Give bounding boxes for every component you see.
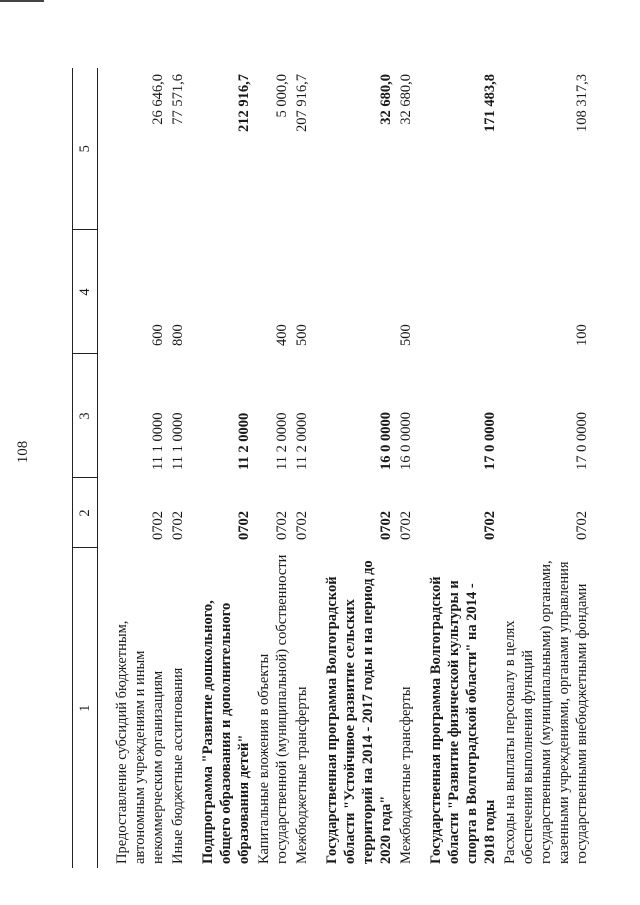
row-name: Государственная программа Волгоградской области "Развитие физической культуры и спорта в Волгоградской области" на 2014 - 2018 годы	[428, 576, 498, 864]
row-code: 0702	[170, 511, 186, 540]
row-name: Предоставление субсидий бюджетным, автономным учреждениям и иным некоммерческим организациям	[114, 620, 166, 864]
row-code: 0702	[294, 511, 310, 540]
row-amount: 32 680,0	[378, 74, 394, 125]
row-expense-type: 500	[294, 324, 310, 346]
row-name: Иные бюджетные ассигнования	[170, 667, 186, 864]
row-expense-type: 800	[170, 324, 186, 346]
row-amount: 5 000,0	[274, 74, 290, 118]
row-code: 0702	[398, 511, 414, 540]
row-expense-type: 400	[274, 324, 290, 346]
header-col-5: 5	[73, 68, 98, 230]
row-amount: 32 680,0	[398, 74, 414, 125]
row-target-code: 11 2 0000	[274, 412, 290, 470]
row-target-code: 16 0 0000	[398, 412, 414, 470]
row-name: Расходы на выплаты персоналу в целях обеспечения выполнения функций государственными (муниципальными) органами, казенными учреждениями, органами управления государственными внебюджетными фондами	[502, 560, 590, 864]
row-code: 0702	[150, 511, 166, 540]
row-expense-type	[322, 230, 396, 354]
table-row	[322, 68, 396, 868]
row-target-code: 11 1 0000	[170, 412, 186, 470]
row-code: 0702	[482, 511, 498, 540]
row-name: Подпрограмма "Развитие дошкольного, общего образования и дополнительного образования детей"	[200, 600, 252, 864]
header-row	[73, 68, 98, 868]
row-amount: 108 317,3	[574, 74, 590, 132]
header-col-3: 3	[73, 354, 98, 478]
table-row	[500, 68, 592, 868]
row-amount: 77 571,6	[170, 74, 186, 125]
row-target-code: 11 2 0000	[236, 412, 252, 470]
row-name: Межбюджетные трансферты	[398, 686, 414, 864]
row-target-code: 11 1 0000	[150, 412, 166, 470]
table-body	[98, 68, 593, 868]
row-name: Межбюджетные трансферты	[294, 686, 310, 864]
page-number: 108	[15, 440, 31, 464]
budget-table	[72, 68, 592, 868]
row-code: 0702	[274, 511, 290, 540]
budget-table-sheet	[72, 68, 590, 868]
table-row	[112, 68, 168, 868]
row-expense-type: 100	[574, 324, 590, 346]
row-code: 0702	[236, 511, 252, 540]
table-row	[292, 68, 312, 868]
header-col-4: 4	[73, 230, 98, 354]
row-target-code: 11 2 0000	[294, 412, 310, 470]
row-expense-type	[426, 230, 500, 354]
row-amount: 207 916,7	[294, 74, 310, 132]
header-col-2: 2	[73, 478, 98, 548]
row-target-code: 17 0 0000	[482, 412, 498, 470]
row-target-code: 17 0 0000	[574, 412, 590, 470]
row-expense-type: 500	[398, 324, 414, 346]
row-name: Капитальные вложения в объекты государственной (муниципальной) собственности	[256, 554, 290, 864]
table-row	[426, 68, 500, 868]
table-row	[396, 68, 416, 868]
row-name: Государственная программа Волгоградской области "Устойчивое развитие сельских территорий на 2014 - 2017 годы и на период до 2020 года"	[324, 560, 394, 864]
row-expense-type	[198, 230, 254, 354]
row-expense-type: 600	[150, 324, 166, 346]
row-code: 0702	[574, 511, 590, 540]
row-amount: 171 483,8	[482, 74, 498, 132]
row-amount: 212 916,7	[236, 74, 252, 132]
top-rule	[0, 0, 44, 2]
table-row	[168, 68, 188, 868]
table-row	[254, 68, 292, 868]
row-amount: 26 646,0	[150, 74, 166, 125]
row-code: 0702	[378, 511, 394, 540]
row-target-code: 16 0 0000	[378, 412, 394, 470]
header-col-1: 1	[73, 548, 98, 868]
table-row	[198, 68, 254, 868]
